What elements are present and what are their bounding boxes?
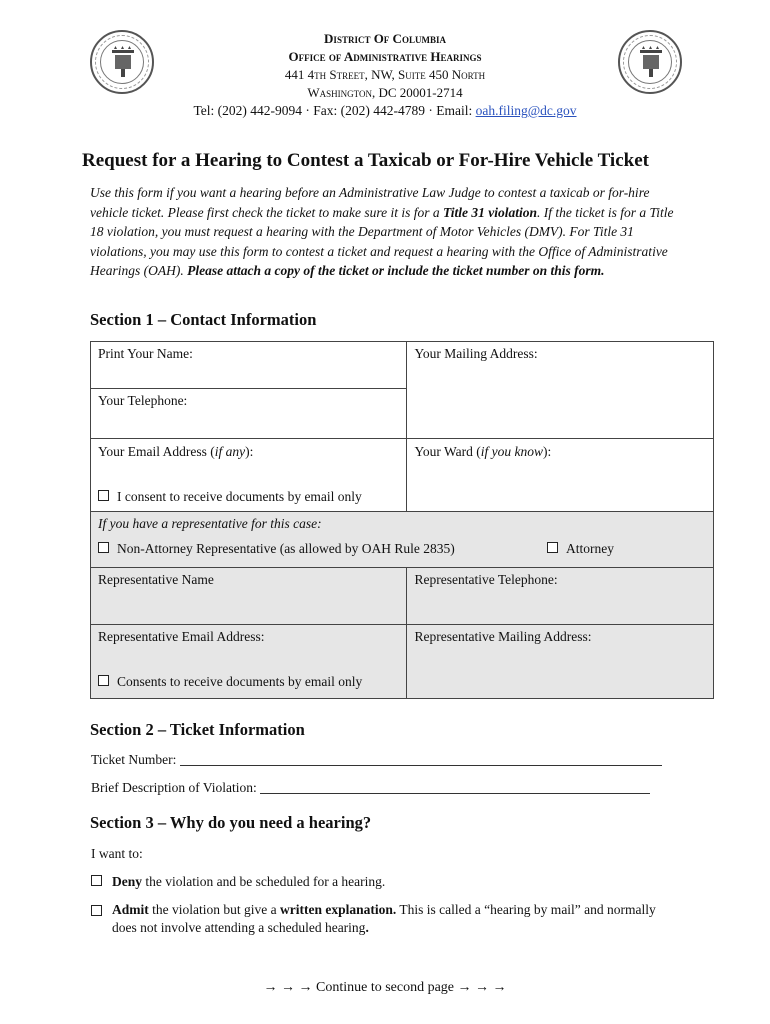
attorney-option[interactable]: Attorney [547,541,614,557]
i-want-label: I want to: [91,846,143,861]
name-field[interactable]: Print Your Name: [91,342,407,389]
telephone-field[interactable]: Your Telephone: [91,389,407,439]
ticket-number-label: Ticket Number: [91,752,177,767]
ward-field[interactable]: Your Ward (if you know): [407,439,714,512]
section2-heading: Section 2 – Ticket Information [90,720,305,739]
admit-checkbox[interactable] [91,905,102,916]
violation-description-input[interactable] [260,780,650,794]
section1-heading: Section 1 – Contact Information [90,310,317,329]
agency-name: Office of Administrative Hearings [288,49,482,64]
form-title: Request for a Hearing to Contest a Taxicab or For-Hire Vehicle Ticket [82,150,649,171]
agency-street: 441 4th Street, NW, Suite 450 North [284,67,486,82]
email-link[interactable]: oah.filing@dc.gov [475,103,577,118]
rep-name-field[interactable]: Representative Name [91,568,407,625]
mailing-address-field[interactable]: Your Mailing Address: [407,342,714,439]
continue-footer: → → → Continue to second page → → → [263,980,507,995]
deny-option[interactable]: Deny the violation and be scheduled for a hearing. [91,873,681,891]
contact-information-table [90,341,714,699]
deny-checkbox[interactable] [91,875,102,886]
non-attorney-checkbox[interactable] [98,542,109,553]
rep-email-field[interactable]: Representative Email Address: Consents to receive documents by email only [91,625,407,699]
violation-description-label: Brief Description of Violation: [91,780,257,795]
rep-consent-option[interactable]: Consents to receive documents by email only [98,674,399,690]
rep-question: If you have a representative for this case: [98,516,322,531]
consent-email-checkbox[interactable] [98,490,109,501]
ticket-number-row [91,752,662,768]
representative-type-row [91,512,714,568]
admit-option[interactable]: Admit the violation but give a written explanation. This is called a “hearing by mail” and normally does not involve attending a scheduled hearing. [91,901,681,937]
agency-city: Washington, DC 20001-2714 [307,85,463,100]
rep-consent-checkbox[interactable] [98,675,109,686]
agency-contact [0,102,770,120]
email-field[interactable]: Your Email Address (if any): I consent to receive documents by email only [91,439,407,512]
section3-heading: Section 3 – Why do you need a hearing? [90,813,372,832]
contact-phone-fax: Tel: (202) 442-9094 · Fax: (202) 442-4789 · Email: [193,103,476,118]
consent-email-option[interactable]: I consent to receive documents by email only [98,489,399,505]
ticket-number-input[interactable] [180,752,662,766]
rep-mailing-field[interactable]: Representative Mailing Address: [407,625,714,699]
attorney-checkbox[interactable] [547,542,558,553]
agency-jurisdiction: District Of Columbia [324,31,446,46]
non-attorney-option[interactable]: Non-Attorney Representative (as allowed by OAH Rule 2835) [98,541,455,556]
form-instructions: Use this form if you want a hearing before an Administrative Law Judge to contest a taxicab or for-hire vehicle ticket. Please first check the ticket to make sure it is for a Title 31 violation. If the ticket is for a Title 18 violation, you must request a hearing with the Department of Motor Vehicles (DMV). For Title 31 violations, you may use this form to contest a ticket and request a hearing with the Office of Administrative Hearings (OAH). Please attach a copy of the ticket or include the ticket number on this form. [90,185,674,278]
rep-telephone-field[interactable]: Representative Telephone: [407,568,714,625]
violation-description-row [91,780,650,796]
